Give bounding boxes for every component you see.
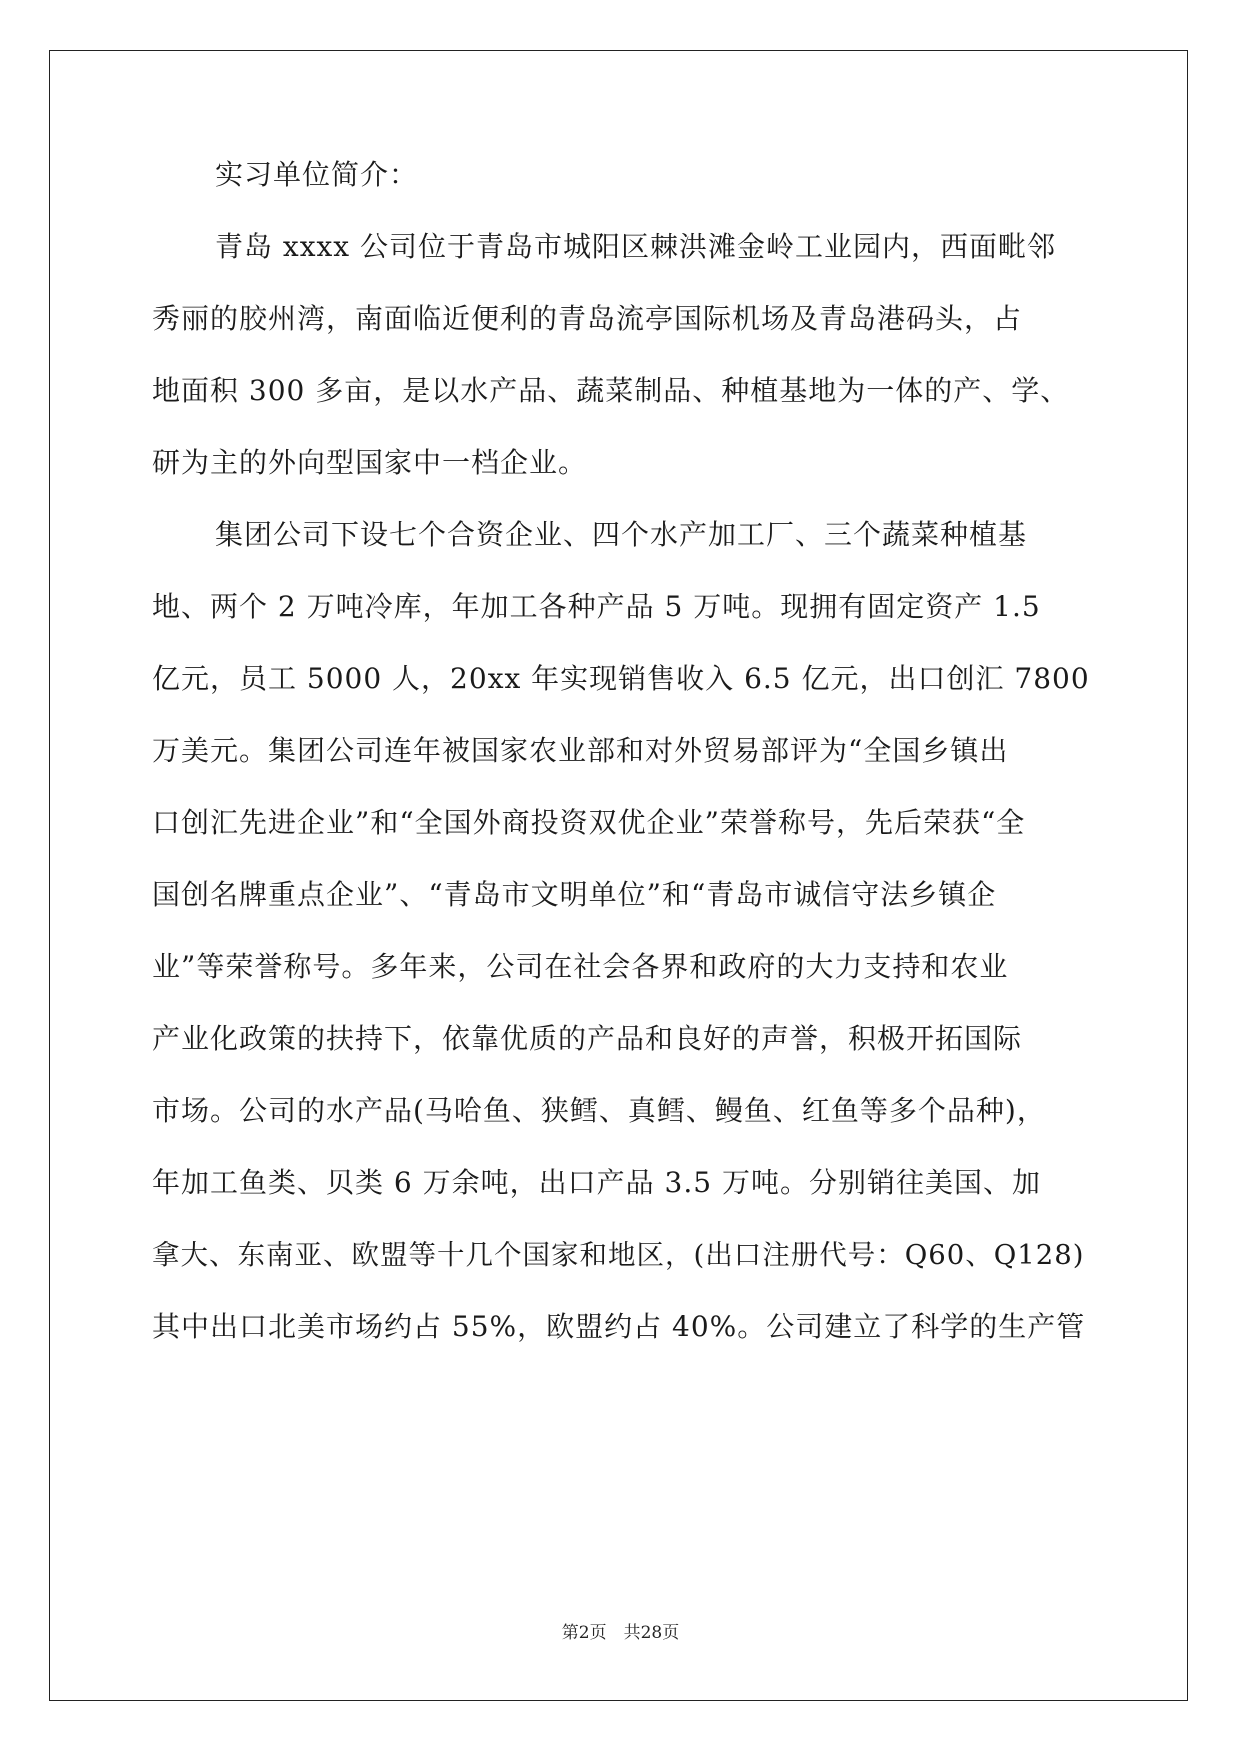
paragraph-line: 国创名牌重点企业”、“青岛市文明单位”和“青岛市诚信守法乡镇企	[152, 878, 997, 911]
paragraph-line: 产业化政策的扶持下，依靠优质的产品和良好的声誉，积极开拓国际	[152, 1022, 1023, 1055]
paragraph-line: 拿大、东南亚、欧盟等十几个国家和地区，(出口注册代号：Q60、Q128)	[152, 1239, 1085, 1271]
paragraph-line: 其中出口北美市场约占 55%，欧盟约占 40%。公司建立了科学的生产管	[152, 1310, 1086, 1343]
paragraph-line: 集团公司下设七个合资企业、四个水产加工厂、三个蔬菜种植基	[215, 518, 1028, 551]
section-heading: 实习单位简介：	[215, 158, 419, 191]
paragraph-line: 地、两个 2 万吨冷库，年加工各种产品 5 万吨。现拥有固定资产 1.5	[152, 590, 1041, 623]
paragraph-line: 青岛 xxxx 公司位于青岛市城阳区棘洪滩金岭工业园内，西面毗邻	[215, 230, 1056, 263]
page-border	[49, 50, 1188, 1701]
paragraph-line: 万美元。集团公司连年被国家农业部和对外贸易部评为“全国乡镇出	[152, 734, 1009, 767]
paragraph-line: 年加工鱼类、贝类 6 万余吨，出口产品 3.5 万吨。分别销往美国、加	[152, 1166, 1041, 1199]
paragraph-line: 亿元，员工 5000 人，20xx 年实现销售收入 6.5 亿元，出口创汇 7800	[152, 662, 1090, 695]
page-number: 第2页 共28页	[561, 1623, 680, 1643]
paragraph-line: 市场。公司的水产品(马哈鱼、狭鳕、真鳕、鳗鱼、红鱼等多个品种)，	[152, 1094, 1046, 1127]
paragraph-line: 地面积 300 多亩，是以水产品、蔬菜制品、种植基地为一体的产、学、	[152, 374, 1070, 407]
paragraph-line: 秀丽的胶州湾，南面临近便利的青岛流亭国际机场及青岛港码头，占	[152, 302, 1023, 335]
paragraph-line: 研为主的外向型国家中一档企业。	[152, 446, 588, 479]
paragraph-line: 口创汇先进企业”和“全国外商投资双优企业”荣誉称号，先后荣获“全	[152, 806, 1026, 839]
paragraph-line: 业”等荣誉称号。多年来，公司在社会各界和政府的大力支持和农业	[152, 950, 1009, 983]
